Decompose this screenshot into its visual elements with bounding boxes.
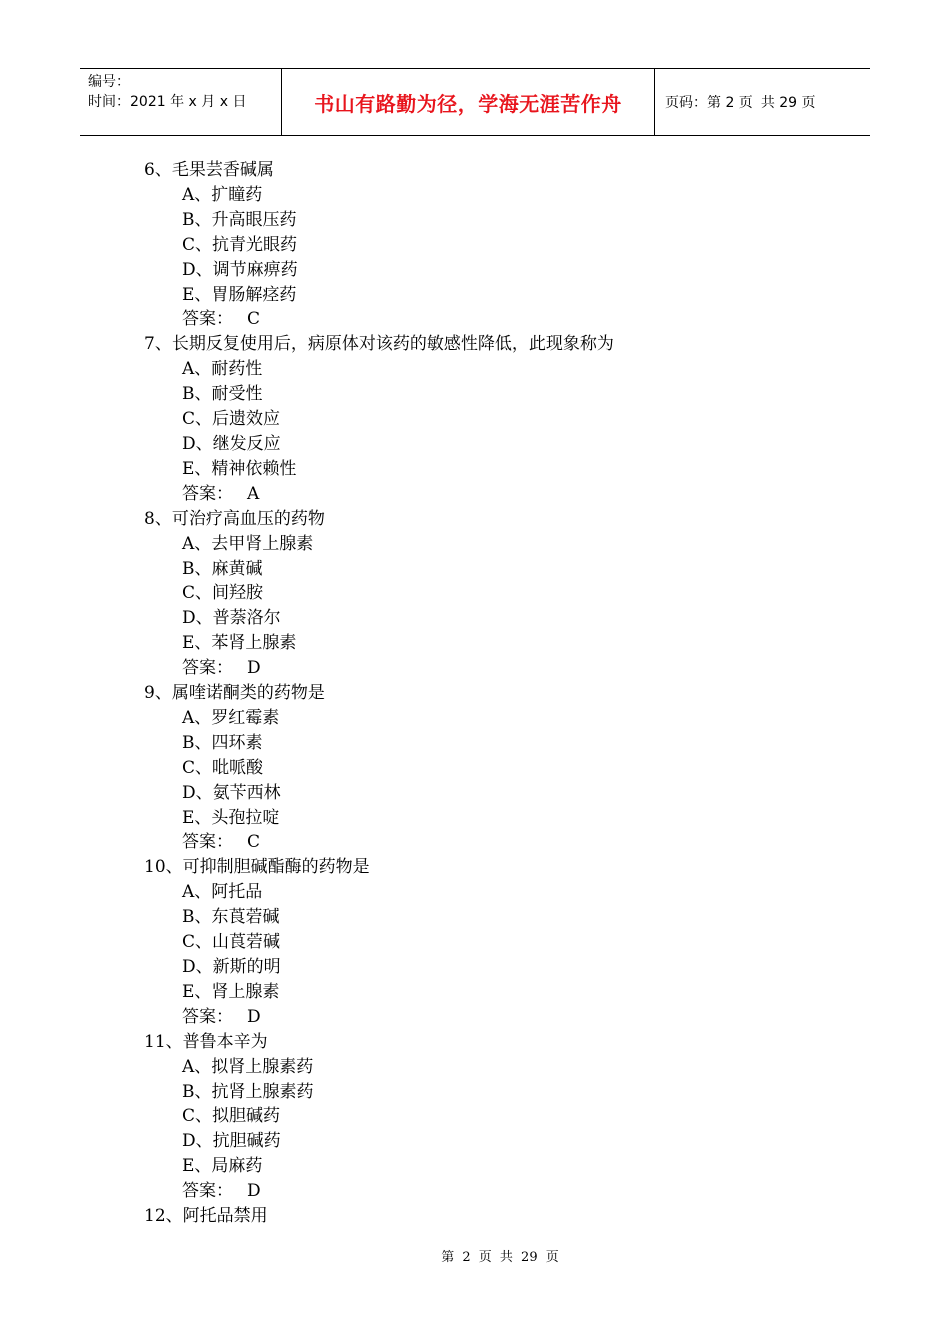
time-label: 时间：2021 年 x 月 x 日 — [88, 94, 247, 110]
answer-option: E、苯肾上腺素 — [182, 633, 297, 654]
answer-option: A、阿托品 — [182, 882, 263, 903]
answer-option: A、拟肾上腺素药 — [182, 1056, 314, 1077]
question-stem: 10、可抑制胆碱酯酶的药物是 — [144, 857, 370, 878]
answer-label: 答案： — [182, 483, 233, 504]
answer-value: A — [247, 483, 260, 504]
answer-label: 答案： — [182, 309, 233, 330]
answer-option: B、四环素 — [182, 732, 263, 753]
answer-option: E、局麻药 — [182, 1156, 263, 1177]
answer-option: E、头孢拉啶 — [182, 807, 280, 828]
page-number-label: 页码：第 2 页 — [665, 95, 753, 111]
answer-value: D — [247, 1006, 261, 1027]
answer-option: C、拟胆碱药 — [182, 1106, 281, 1127]
answer-label: 答案： — [182, 832, 233, 853]
answer-option: D、普萘洛尔 — [182, 608, 281, 629]
answer-option: B、升高眼压药 — [182, 209, 297, 230]
answer-option: E、胃肠解痉药 — [182, 284, 297, 305]
answer-value: D — [247, 1181, 261, 1202]
answer-option: A、耐药性 — [182, 359, 263, 380]
question-stem: 6、毛果芸香碱属 — [144, 160, 274, 180]
answer-option: B、抗肾上腺素药 — [182, 1081, 314, 1102]
answer-line — [0, 482, 950, 507]
answer-line — [0, 830, 950, 855]
question-stem: 11、普鲁本辛为 — [144, 1031, 268, 1052]
answer-label: 答案： — [182, 658, 233, 679]
answer-option: B、耐受性 — [182, 384, 263, 405]
question-stem: 8、可治疗高血压的药物 — [144, 508, 325, 529]
answer-line — [0, 1179, 950, 1204]
answer-option: C、山莨菪碱 — [182, 932, 281, 953]
answer-option: C、抗青光眼药 — [182, 234, 298, 255]
answer-option: B、东莨菪碱 — [182, 907, 280, 928]
header-meta — [80, 69, 282, 135]
answer-option: D、抗胆碱药 — [182, 1131, 281, 1152]
header-page-info — [655, 69, 870, 135]
answer-option: C、间羟胺 — [182, 583, 264, 604]
code-label: 编号： — [88, 74, 130, 90]
answer-option: A、扩瞳药 — [182, 184, 263, 205]
answer-line — [0, 656, 950, 681]
answer-option: E、精神依赖性 — [182, 458, 297, 479]
answer-line — [0, 1005, 950, 1030]
page-header — [80, 68, 870, 136]
answer-option: B、麻黄碱 — [182, 558, 263, 579]
answer-label: 答案： — [182, 1006, 233, 1027]
answer-value: D — [247, 658, 261, 679]
question-stem: 12、阿托品禁用 — [144, 1206, 268, 1227]
answer-option: D、继发反应 — [182, 433, 281, 454]
answer-option: D、氨苄西林 — [182, 782, 281, 803]
answer-line — [0, 307, 950, 332]
answer-option: D、调节麻痹药 — [182, 259, 298, 280]
total-pages-label: 共 29 页 — [760, 95, 816, 111]
answer-option: D、新斯的明 — [182, 957, 281, 977]
answer-value: C — [247, 309, 261, 330]
answer-option: C、后遗效应 — [182, 409, 281, 430]
question-stem: 9、属喹诺酮类的药物是 — [144, 683, 325, 704]
answer-option: E、肾上腺素 — [182, 981, 280, 1002]
answer-option: C、吡哌酸 — [182, 757, 264, 778]
page-footer: 第 2 页 共 29 页 — [441, 1250, 559, 1265]
answer-option: A、罗红霉素 — [182, 707, 280, 728]
question-list — [0, 158, 950, 1229]
answer-option: A、去甲肾上腺素 — [182, 533, 314, 554]
question-stem: 7、长期反复使用后，病原体对该药的敏感性降低，此现象称为 — [144, 334, 614, 355]
header-motto: 书山有路勤为径，学海无涯苦作舟 — [282, 69, 655, 135]
answer-value: C — [247, 832, 261, 853]
answer-label: 答案： — [182, 1181, 233, 1202]
